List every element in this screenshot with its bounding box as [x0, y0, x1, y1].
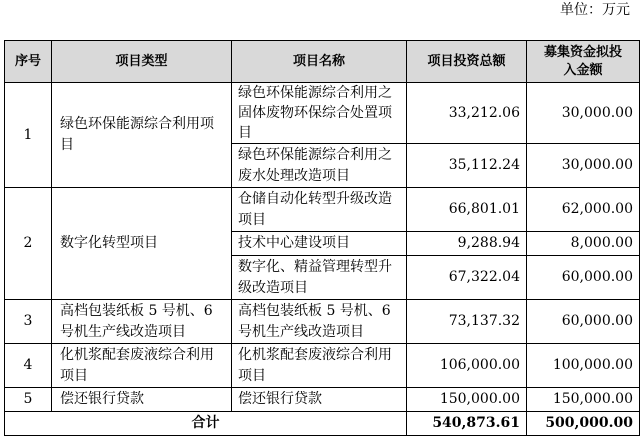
investment-amount: 73,137.32	[407, 300, 527, 344]
investment-amount: 9,288.94	[407, 232, 527, 256]
table-row	[5, 188, 640, 232]
project-name: 高档包装纸板 5 号机、6 号机生产线改造项目	[232, 300, 407, 344]
project-name: 化机浆配套废液综合利用项目	[232, 344, 407, 388]
project-name: 技术中心建设项目	[232, 232, 407, 256]
header-type: 项目类型	[52, 41, 232, 83]
project-type: 数字化转型项目	[52, 188, 232, 300]
investment-amount: 106,000.00	[407, 344, 527, 388]
table-row	[5, 83, 640, 144]
group-index: 4	[5, 344, 52, 388]
total-investment: 540,873.61	[407, 412, 527, 436]
investment-amount: 67,322.04	[407, 256, 527, 300]
header-raised	[527, 41, 640, 83]
raised-amount: 30,000.00	[527, 144, 640, 188]
table-header-row	[5, 41, 640, 83]
investment-amount: 33,212.06	[407, 83, 527, 144]
project-name: 偿还银行贷款	[232, 388, 407, 412]
investment-amount: 66,801.01	[407, 188, 527, 232]
raised-amount: 60,000.00	[527, 256, 640, 300]
project-name: 仓储自动化转型升级改造项目	[232, 188, 407, 232]
investment-amount: 35,112.24	[407, 144, 527, 188]
raised-amount: 8,000.00	[527, 232, 640, 256]
unit-label: 单位：万元	[560, 2, 630, 18]
raised-amount: 100,000.00	[527, 344, 640, 388]
table-row	[5, 388, 640, 412]
total-row	[5, 412, 640, 436]
header-raised-line2: 入金额	[563, 62, 603, 78]
table-row	[5, 344, 640, 388]
raised-amount: 62,000.00	[527, 188, 640, 232]
group-index: 2	[5, 188, 52, 300]
group-index: 5	[5, 388, 52, 412]
table-row	[5, 300, 640, 344]
group-index: 1	[5, 83, 52, 188]
project-type: 化机浆配套废液综合利用项目	[52, 344, 232, 388]
project-name: 绿色环保能源综合利用之废水处理改造项目	[232, 144, 407, 188]
investment-amount: 150,000.00	[407, 388, 527, 412]
group-index: 3	[5, 300, 52, 344]
total-raised: 500,000.00	[527, 412, 640, 436]
project-table	[4, 40, 640, 436]
header-index: 序号	[5, 41, 52, 83]
project-type: 高档包装纸板 5 号机、6 号机生产线改造项目	[52, 300, 232, 344]
project-name: 绿色环保能源综合利用之固体废物环保综合处置项目	[232, 83, 407, 144]
project-name: 数字化、精益管理转型升级改造项目	[232, 256, 407, 300]
raised-amount: 150,000.00	[527, 388, 640, 412]
header-investment: 项目投资总额	[407, 41, 527, 83]
raised-amount: 30,000.00	[527, 83, 640, 144]
total-label: 合计	[5, 412, 407, 436]
raised-amount: 60,000.00	[527, 300, 640, 344]
header-name: 项目名称	[232, 41, 407, 83]
project-type: 绿色环保能源综合利用项目	[52, 83, 232, 188]
project-type: 偿还银行贷款	[52, 388, 232, 412]
header-raised-line1: 募集资金拟投	[543, 44, 622, 60]
